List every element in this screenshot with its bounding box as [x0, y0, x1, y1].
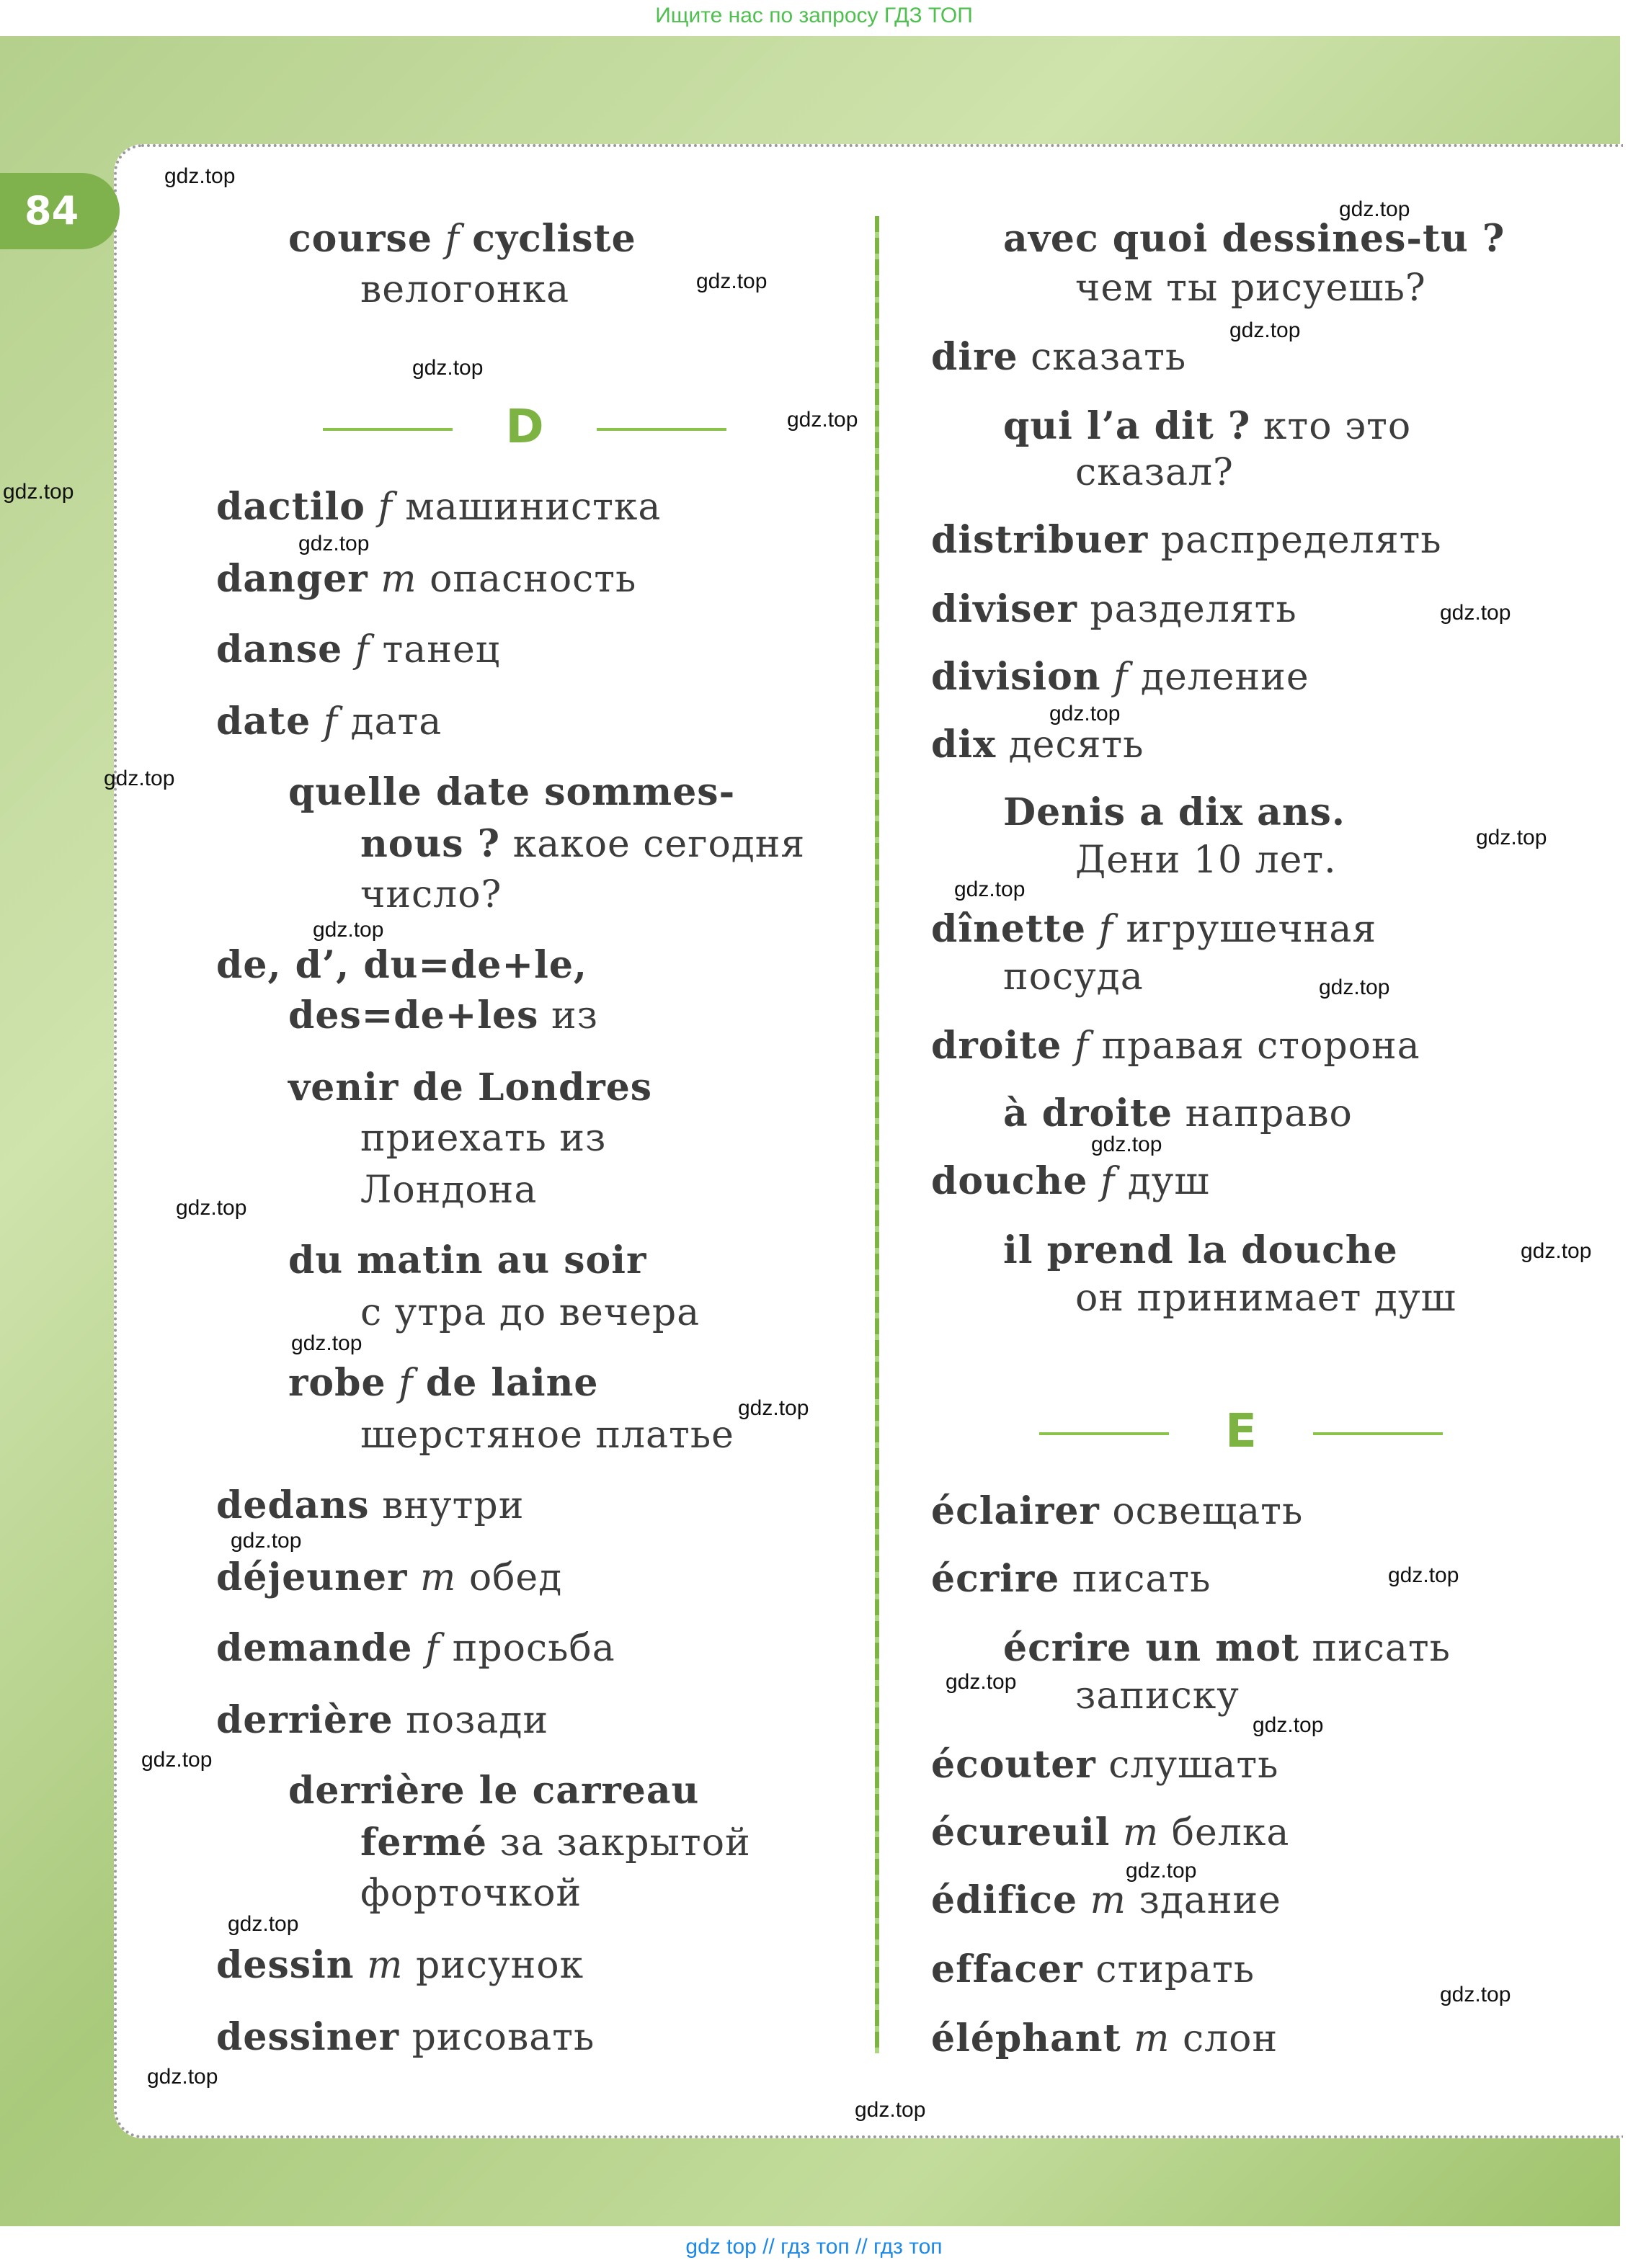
- french-term: dire: [931, 335, 1018, 379]
- russian-translation: форточкой: [360, 1872, 582, 1915]
- section-header-e: [1039, 1405, 1443, 1458]
- entry-line: [1003, 403, 1411, 450]
- french-term: robe: [288, 1361, 386, 1405]
- entry-line: [360, 1167, 537, 1213]
- entry-line: [931, 1023, 1420, 1069]
- entry-line: [1003, 1091, 1353, 1137]
- gender-marker: m: [1134, 2017, 1170, 2061]
- entry-line: [931, 906, 1376, 952]
- russian-translation: здание: [1139, 1879, 1281, 1922]
- french-term: effacer: [931, 1947, 1083, 1991]
- russian-translation: опасность: [430, 558, 637, 601]
- russian-translation: кто это: [1263, 405, 1412, 448]
- russian-translation: приехать из: [360, 1117, 607, 1160]
- french-phrase: du matin au soir: [288, 1238, 647, 1282]
- entry-line: [931, 517, 1442, 563]
- section-letter: D: [505, 401, 544, 454]
- french-term: déjeuner: [216, 1555, 408, 1599]
- russian-translation: разделять: [1090, 588, 1297, 631]
- gender-marker: f: [378, 486, 393, 529]
- french-phrase: qui l’a dit ?: [1003, 404, 1251, 448]
- watermark: gdz.top: [946, 1670, 1017, 1694]
- russian-translation: игрушечная: [1126, 908, 1377, 951]
- french-term: danger: [216, 557, 368, 601]
- column-divider: [875, 216, 879, 2053]
- gender-marker: m: [367, 1944, 404, 1987]
- russian-translation: посуда: [1003, 955, 1144, 999]
- gender-marker: f: [355, 628, 370, 671]
- entry-line: [288, 1360, 598, 1406]
- french-term: dessin: [216, 1943, 355, 1987]
- french-phrase: il prend la douche: [1003, 1228, 1398, 1272]
- entry-line: [931, 586, 1297, 633]
- gender-marker: m: [1090, 1879, 1126, 1922]
- entry-line: [931, 1556, 1211, 1602]
- entry-line: [216, 1483, 524, 1529]
- top-banner: Ищите нас по запросу ГДЗ ТОП: [655, 4, 973, 27]
- french-term: douche: [931, 1159, 1088, 1203]
- russian-translation: с утра до вечера: [360, 1291, 700, 1334]
- russian-translation: танец: [382, 628, 501, 671]
- bottom-banner[interactable]: gdz top // гдз топ // гдз топ: [685, 2235, 943, 2259]
- french-term: derrière: [216, 1698, 393, 1742]
- entry-line: [360, 1412, 734, 1458]
- french-phrase: derrière le carreau: [288, 1769, 700, 1813]
- entry-line: [288, 993, 598, 1039]
- french-term: écrire: [931, 1557, 1060, 1601]
- russian-translation: слушать: [1108, 1744, 1279, 1787]
- russian-translation: за закрытой: [499, 1821, 751, 1865]
- russian-translation: распределять: [1160, 519, 1442, 562]
- watermark: gdz.top: [1440, 601, 1511, 625]
- watermark: gdz.top: [1476, 826, 1547, 849]
- gender-marker: f: [1100, 1160, 1116, 1203]
- entry-line: [1003, 1228, 1398, 1274]
- entry-line: [1003, 1625, 1451, 1671]
- russian-translation: какое сегодня: [512, 823, 806, 866]
- entry-line: [1003, 790, 1345, 836]
- entry-line: [288, 1238, 646, 1284]
- watermark: gdz.top: [1091, 1133, 1162, 1156]
- french-phrase: venir de Londres: [288, 1066, 653, 1110]
- french-phrase: nous ?: [360, 822, 501, 866]
- watermark: gdz.top: [228, 1912, 299, 1936]
- entry-line: [1075, 450, 1234, 496]
- watermark: gdz.top: [1229, 318, 1301, 342]
- russian-translation: он принимает душ: [1075, 1277, 1456, 1320]
- russian-translation: позади: [406, 1699, 549, 1742]
- entry-line: [216, 942, 587, 988]
- page-number: 84: [0, 173, 120, 249]
- french-phrase: avec quoi dessines-tu ?: [1003, 217, 1505, 261]
- russian-translation: Лондона: [360, 1169, 538, 1212]
- watermark: gdz.top: [176, 1196, 247, 1220]
- watermark: gdz.top: [3, 480, 74, 504]
- french-term: cycliste: [472, 217, 636, 261]
- watermark: gdz.top: [147, 2065, 218, 2089]
- entry-line: [1003, 216, 1505, 262]
- gender-marker: f: [399, 1362, 414, 1405]
- russian-translation: записку: [1075, 1674, 1240, 1718]
- entry-line: [216, 1555, 562, 1601]
- entry-line: [931, 654, 1309, 700]
- russian-translation: писать: [1312, 1627, 1451, 1670]
- gender-marker: f: [1098, 908, 1113, 951]
- french-term: course: [288, 217, 432, 261]
- russian-translation: правая сторона: [1101, 1024, 1420, 1068]
- french-term: éléphant: [931, 2017, 1121, 2061]
- entry-line: [1075, 265, 1426, 311]
- gender-marker: f: [1074, 1024, 1090, 1068]
- header-rule-right: [1313, 1432, 1443, 1435]
- watermark: gdz.top: [1319, 975, 1390, 999]
- russian-translation: слон: [1182, 2017, 1278, 2061]
- french-term: division: [931, 655, 1101, 699]
- russian-translation: белка: [1171, 1811, 1290, 1854]
- entry-line: [216, 627, 500, 673]
- russian-translation: Дени 10 лет.: [1075, 839, 1337, 882]
- entry-line: [216, 699, 442, 745]
- french-term: dînette: [931, 907, 1087, 951]
- french-term: date: [216, 700, 311, 744]
- watermark: gdz.top: [696, 269, 768, 293]
- gender-marker: f: [445, 218, 460, 261]
- watermark: gdz.top: [855, 2098, 926, 2122]
- russian-translation: деление: [1140, 656, 1309, 699]
- watermark: gdz.top: [298, 532, 370, 555]
- french-term: écouter: [931, 1743, 1096, 1787]
- watermark: gdz.top: [1253, 1713, 1324, 1737]
- watermark: gdz.top: [1521, 1239, 1592, 1263]
- french-term: des=de+les: [288, 994, 539, 1037]
- entry-line: [931, 1878, 1281, 1924]
- watermark: gdz.top: [954, 878, 1026, 901]
- watermark: gdz.top: [412, 356, 484, 380]
- french-term: de laine: [425, 1361, 599, 1405]
- entry-line: [360, 1290, 700, 1336]
- entry-line: [360, 267, 569, 313]
- gender-marker: f: [1113, 656, 1129, 699]
- russian-translation: десять: [1008, 723, 1144, 767]
- gender-marker: m: [381, 558, 417, 601]
- entry-line: [288, 1768, 699, 1814]
- entry-line: [360, 1820, 751, 1866]
- russian-translation: обед: [468, 1556, 563, 1599]
- french-term: demande: [216, 1626, 413, 1670]
- russian-translation: стирать: [1095, 1948, 1255, 1991]
- section-letter: E: [1225, 1405, 1257, 1458]
- russian-translation: душ: [1127, 1160, 1210, 1203]
- russian-translation: сказал?: [1075, 451, 1234, 494]
- french-phrase: quelle date sommes-: [288, 770, 736, 814]
- russian-translation: число?: [360, 873, 502, 916]
- russian-translation: рисунок: [415, 1944, 584, 1987]
- watermark: gdz.top: [1339, 197, 1410, 221]
- french-term: éclairer: [931, 1489, 1100, 1533]
- french-term: dix: [931, 723, 997, 767]
- watermark: gdz.top: [1440, 1983, 1511, 2006]
- watermark: gdz.top: [164, 164, 236, 188]
- entry-line: [288, 769, 735, 816]
- entry-line: [216, 556, 636, 602]
- french-term: de, d’, du=de+le,: [216, 943, 588, 987]
- entry-line: [931, 1488, 1303, 1535]
- russian-translation: просьба: [452, 1627, 615, 1670]
- russian-translation: писать: [1072, 1558, 1211, 1601]
- entry-line: [360, 1870, 582, 1916]
- entry-line: [288, 1065, 652, 1111]
- watermark: gdz.top: [231, 1529, 302, 1553]
- french-term: dactilo: [216, 485, 365, 529]
- gender-marker: f: [424, 1627, 440, 1670]
- french-term: danse: [216, 628, 343, 671]
- french-term: écureuil: [931, 1811, 1111, 1854]
- watermark: gdz.top: [1388, 1563, 1459, 1587]
- gender-marker: m: [419, 1556, 457, 1599]
- watermark: gdz.top: [1126, 1859, 1197, 1883]
- entry-line: [1075, 1673, 1240, 1719]
- watermark: gdz.top: [141, 1748, 213, 1772]
- russian-translation: чем ты рисуешь?: [1075, 267, 1426, 310]
- section-header-d: [323, 403, 726, 454]
- entry-line: [216, 484, 661, 530]
- entry-line: [216, 2014, 595, 2061]
- entry-line: [288, 216, 636, 262]
- entry-line: [360, 821, 805, 867]
- entry-line: [931, 1947, 1255, 1993]
- gender-marker: m: [1122, 1811, 1160, 1854]
- entry-line: [1075, 837, 1337, 883]
- watermark: gdz.top: [787, 408, 858, 432]
- french-term: diviser: [931, 587, 1077, 631]
- french-term: dedans: [216, 1483, 370, 1527]
- entry-line: [1003, 954, 1144, 1000]
- russian-translation: освещать: [1112, 1490, 1304, 1533]
- french-phrase: écrire un mot: [1003, 1626, 1299, 1670]
- russian-translation: машинистка: [405, 486, 662, 529]
- russian-translation: дата: [350, 700, 442, 744]
- french-phrase: Denis a dix ans.: [1003, 790, 1346, 834]
- entry-line: [216, 1625, 615, 1671]
- entry-line: [216, 1697, 548, 1744]
- entry-line: [931, 1810, 1289, 1856]
- russian-translation: направо: [1185, 1092, 1353, 1135]
- watermark: gdz.top: [1049, 702, 1121, 726]
- watermark: gdz.top: [104, 767, 175, 790]
- entry-line: [1075, 1275, 1456, 1321]
- russian-translation: рисовать: [412, 2016, 595, 2059]
- header-rule-right: [597, 428, 726, 431]
- watermark: gdz.top: [313, 918, 384, 942]
- entry-line: [931, 722, 1144, 768]
- french-term: droite: [931, 1024, 1062, 1068]
- entry-line: [216, 1942, 584, 1988]
- watermark: gdz.top: [738, 1396, 809, 1420]
- russian-translation: шерстяное платье: [360, 1414, 734, 1457]
- entry-line: [931, 1158, 1210, 1205]
- french-term: dessiner: [216, 2015, 400, 2059]
- entry-line: [360, 872, 502, 918]
- russian-translation: сказать: [1031, 336, 1187, 379]
- watermark: gdz.top: [291, 1331, 362, 1355]
- entry-line: [931, 2016, 1278, 2062]
- french-phrase: à droite: [1003, 1091, 1173, 1135]
- russian-translation: из: [551, 994, 598, 1037]
- french-phrase: fermé: [360, 1821, 487, 1865]
- entry-line: [931, 1742, 1278, 1788]
- entry-line: [360, 1115, 606, 1161]
- french-term: édifice: [931, 1878, 1078, 1922]
- gender-marker: f: [323, 700, 338, 744]
- russian-translation: внутри: [382, 1484, 525, 1527]
- french-term: distribuer: [931, 518, 1149, 562]
- entry-line: [931, 334, 1186, 380]
- russian-translation: велогонка: [360, 268, 570, 311]
